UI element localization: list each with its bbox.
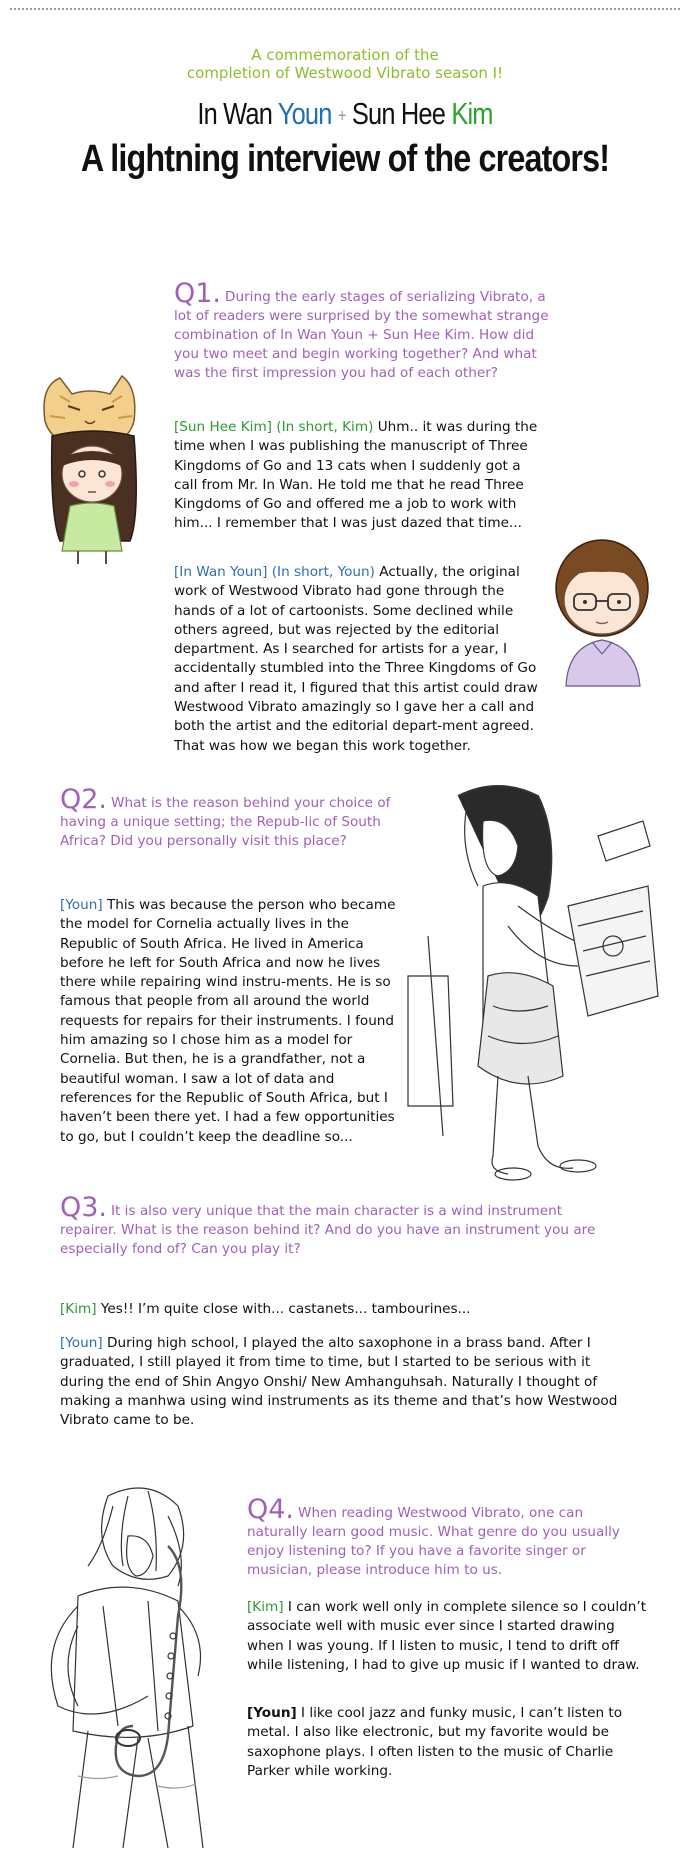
creator1-last-name: Youn [277, 96, 332, 131]
q3-number: Q3. [60, 1192, 108, 1223]
commemoration-text [0, 46, 690, 82]
q1-kim-tag: [Sun Hee Kim] (In short, Kim) [174, 419, 374, 435]
q4-question [247, 1494, 647, 1580]
page-title: A lightning interview of the creators! [80, 138, 610, 180]
top-dotted-divider [10, 8, 680, 10]
q3-youn-tag: [Youn] [60, 1335, 103, 1351]
q3-question [60, 1192, 620, 1259]
creator2-last-name: Kim [451, 96, 493, 131]
saxophone-player-sketch [18, 1476, 248, 1850]
q4-number: Q4. [247, 1494, 295, 1525]
q1-kim-text: Uhm.. it was during the time when I was publishing the manuscript of Three Kingdoms of Go and 13 cats when I suddenly got a call from Mr. In Wan. He told me that he read Three Kingdoms of Go and offered me a job to work with him... I remember that I was just dazed that time... [174, 419, 538, 532]
creator2-first-name: Sun Hee [351, 96, 452, 131]
q3-question-text: It is also very unique that the main character is a wind instrument repairer. What is the reason behind it? And do you have an instrument you are especially fond of? Can you play it? [60, 1203, 596, 1257]
q4-kim-answer [247, 1598, 653, 1675]
q2-youn-tag: [Youn] [60, 897, 103, 913]
youn-chibi-illustration [540, 528, 670, 688]
kim-chibi-illustration [30, 366, 165, 566]
q3-youn-text: During high school, I played the alto saxophone in a brass band. After I graduated, I still played it from time to time, but I started to be serious with it during the end of Shin Angyo Onshi/ New Amhanguhsah. Naturally I thought of making a manhwa using wind instruments as its theme and that’s how Westwood Vibrato came to be. [60, 1335, 618, 1429]
q3-kim-tag: [Kim] [60, 1301, 97, 1317]
q1-question-text: During the early stages of serializing Vibrato, a lot of readers were surprised by the somewhat strange combination of In Wan Youn + Sun Hee Kim. How did you two meet and begin working together? And what was the first impression you had of each other? [174, 289, 549, 381]
plus-sign: + [337, 105, 346, 126]
q4-youn-tag: [Youn] [247, 1705, 297, 1721]
q4-kim-text: I can work well only in complete silence so I couldn’t associate well with music ever since I started drawing when I was young. If I listen to music, I tend to drift off while listening, I had to give up music if I wanted to draw. [247, 1599, 647, 1673]
creators-names [62, 96, 628, 132]
q2-question [60, 784, 400, 851]
q3-kim-text: Yes!! I’m quite close with... castanets... tambourines... [100, 1301, 471, 1317]
q2-youn-answer [60, 896, 402, 1147]
q4-youn-text: I like cool jazz and funky music, I can’t listen to metal. I also like electronic, but my favorite would be saxophone plays. I often listen to the music of Charlie Parker while working. [247, 1705, 623, 1779]
creator1-first-name: In Wan [197, 96, 278, 131]
q1-number: Q1. [174, 278, 222, 309]
cornelia-sketch-illustration [388, 776, 670, 1196]
q2-youn-text: This was because the person who became the model for Cornelia actually lives in the Republic of South Africa. He lived in America before he left for South Africa and now he lives there while repairing wind instru-ments. He is so famous that people from all around the world requests for repairs for their instruments. I found him amazing so I chose him as a model for Cornelia. But then, he is a grandfather, not a beautiful woman. I saw a lot of data and references for the Republic of South Africa, but I haven’t been there yet. I had a few opportunities to go, but I couldn’t keep the deadline so... [60, 897, 396, 1145]
commemoration-line-2: completion of Westwood Vibrato season I! [186, 64, 504, 82]
q1-youn-text: Actually, the original work of Westwood Vibrato had gone through the hands of a lot of cartoonists. Some declined while others agreed, but was rejected by the editorial department. As I searched for artists for a year, I accidentally stumbled into the Three Kingdoms of Go and after I read it, I figured that this artist could draw Westwood Vibrato amazingly so I gave her a call and both the artist and the editorial depart-ment agreed. That was how we began this work together. [174, 564, 538, 754]
q1-question [174, 278, 560, 383]
q1-youn-tag: [In Wan Youn] (In short, Youn) [174, 564, 375, 580]
q2-question-text: What is the reason behind your choice of having a unique setting; the Repub-lic of South Africa? Did you personally visit this place? [60, 795, 391, 849]
q1-kim-answer [174, 418, 540, 534]
q4-question-text: When reading Westwood Vibrato, one can naturally learn good music. What genre do you usually enjoy listening to? If you have a favorite singer or musician, please introduce him to us. [247, 1505, 620, 1578]
q2-number: Q2. [60, 784, 108, 815]
q3-kim-answer [60, 1300, 640, 1319]
commemoration-line-1: A commemoration of the [251, 46, 439, 64]
q4-kim-tag: [Kim] [247, 1599, 284, 1615]
q4-youn-answer [247, 1704, 653, 1781]
q3-youn-answer [60, 1334, 630, 1430]
q1-youn-answer [174, 563, 544, 756]
